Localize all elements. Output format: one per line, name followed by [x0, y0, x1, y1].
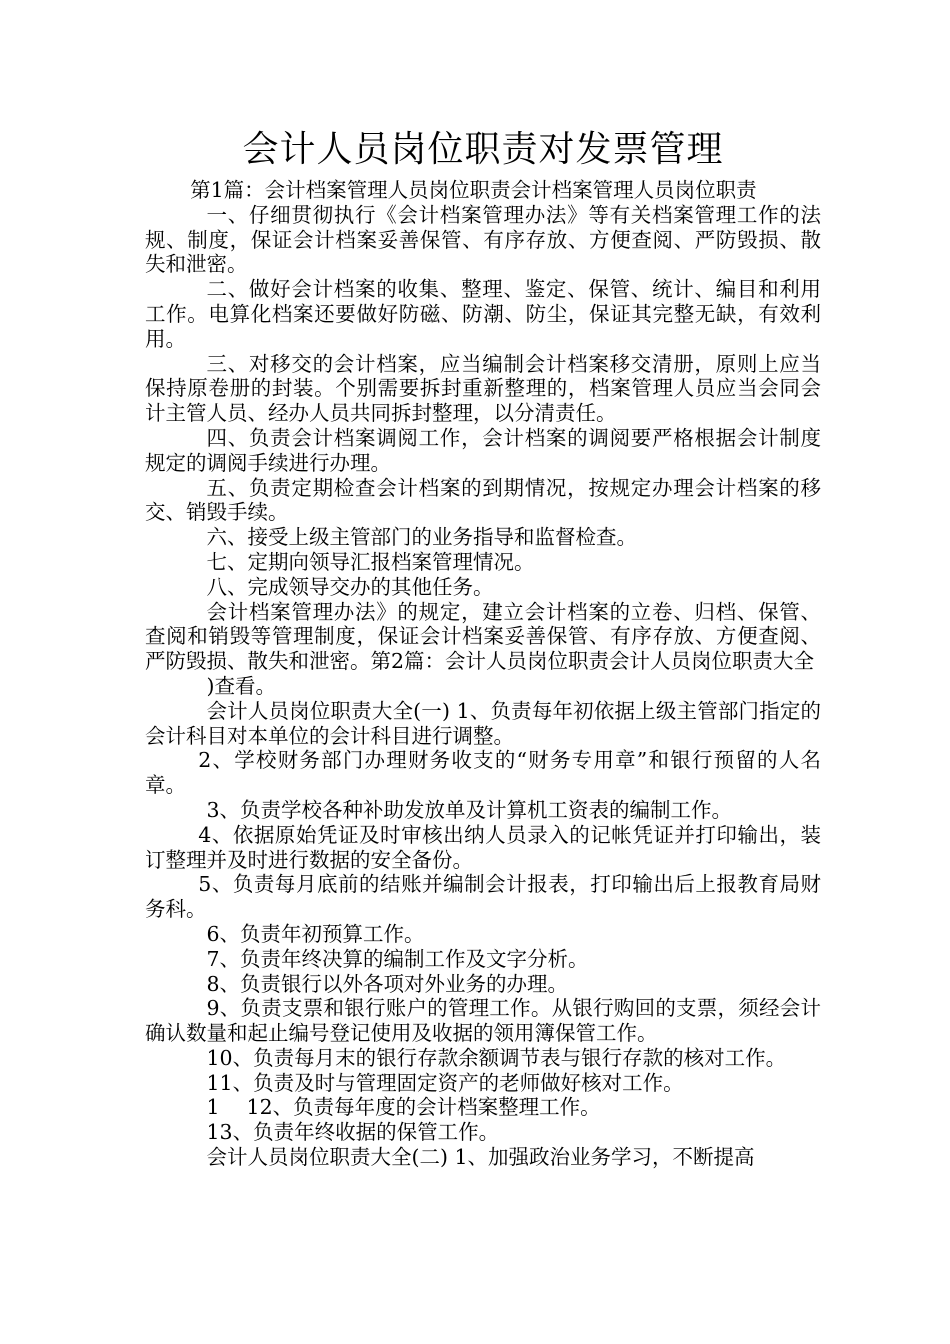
paragraph: 8、负责银行以外各项对外业务的办理。: [206, 971, 569, 996]
paragraph: 6、负责年初预算工作。: [206, 921, 425, 946]
paragraph: 五、负责定期检查会计档案的到期情况，按规定办理会计档案的移交、销毁手续。: [145, 475, 821, 525]
paragraph: 2、学校财务部门办理财务收支的“财务专用章”和银行预留的人名章。: [145, 748, 821, 798]
paragraph: 会计人员岗位职责大全(一) 1、负责每年初依据上级主管部门指定的会计科目对本单位的会计科目进行调整。: [145, 698, 821, 748]
paragraph: 4、依据原始凭证及时审核出纳人员录入的记帐凭证并打印输出，装订整理并及时进行数据的安全备份。: [145, 822, 821, 872]
paragraph: 七、定期向领导汇报档案管理情况。: [206, 549, 535, 574]
paragraph: 六、接受上级主管部门的业务指导和监督检查。: [206, 525, 637, 550]
paragraph: 八、完成领导交办的其他任务。: [206, 574, 494, 599]
paragraph-section-1-heading: 第1篇：会计档案管理人员岗位职责会计档案管理人员岗位职责: [190, 178, 757, 202]
paragraph: 三、对移交的会计档案，应当编制会计档案移交清册，原则上应当保持原卷册的封装。个别需要拆封重新整理的，档案管理人员应当会同会计主管人员、经办人员共同拆封整理，以分清责任。: [145, 351, 821, 426]
paragraph: 四、负责会计档案调阅工作，会计档案的调阅要严格根据会计制度规定的调阅手续进行办理。: [145, 425, 821, 475]
paragraph: 会计档案管理办法》的规定，建立会计档案的立卷、归档、保管、查阅和销毁等管理制度，保证会计档案妥善保管、有序存放、方便查阅、严防毁损、散失和泄密。第2篇：会计人员岗位职责会计人员岗位职责大全: [145, 599, 821, 674]
document-body: [145, 178, 821, 1170]
paragraph: 会计人员岗位职责大全(二) 1、加强政治业务学习，不断提高: [206, 1145, 755, 1170]
paragraph: 1 12、负责每年度的会计档案整理工作。: [206, 1095, 601, 1120]
paragraph: 13、负责年终收据的保管工作。: [206, 1120, 500, 1145]
paragraph: 9、负责支票和银行账户的管理工作。从银行购回的支票，须经会计确认数量和起止编号登记使用及收据的领用簿保管工作。: [145, 996, 821, 1046]
paragraph: )查看。: [206, 673, 276, 698]
paragraph: 二、做好会计档案的收集、整理、鉴定、保管、统计、编目和利用工作。电算化档案还要做好防磁、防潮、防尘，保证其完整无缺，有效利用。: [145, 277, 821, 351]
paragraph: 5、负责每月底前的结账并编制会计报表，打印输出后上报教育局财务科。: [145, 872, 821, 922]
document-title: 会计人员岗位职责对发票管理: [242, 129, 724, 170]
document-page: [145, 128, 821, 1170]
paragraph: 11、负责及时与管理固定资产的老师做好核对工作。: [206, 1070, 684, 1095]
paragraph: 7、负责年终决算的编制工作及文字分析。: [206, 946, 589, 971]
paragraph: 一、仔细贯彻执行《会计档案管理办法》等有关档案管理工作的法规、制度，保证会计档案妥善保管、有序存放、方便查阅、严防毁损、散失和泄密。: [145, 202, 821, 277]
paragraph: 10、负责每月末的银行存款余额调节表与银行存款的核对工作。: [206, 1045, 787, 1070]
paragraph: 3、负责学校各种补助发放单及计算机工资表的编制工作。: [206, 797, 733, 822]
